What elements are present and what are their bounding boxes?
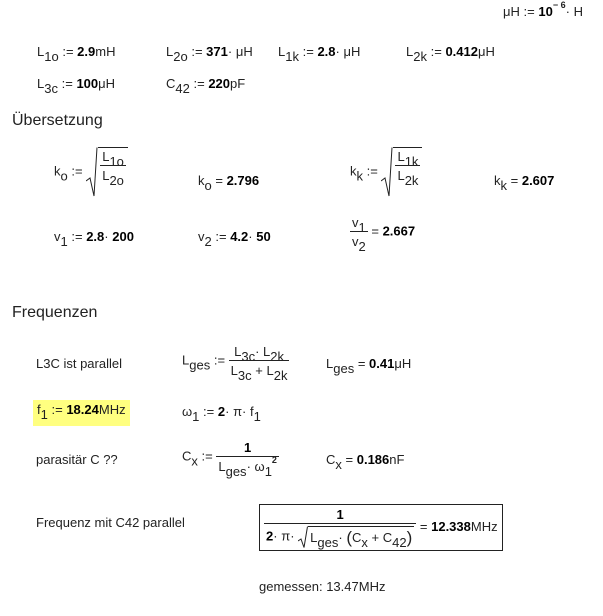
unit-definition: μH := $10^{- 6}\cdot H$ [503,0,583,19]
cx-definition: $C_x$ := $\frac{1}{L_{ges}\cdot \omega_1^2}$ [182,440,277,479]
param-c42: $C_{42}$ := 220pF [166,76,246,96]
param-l2k: $L_{2k}$ := 0.412μH [406,44,495,64]
lges-definition: $L_{ges}$ := $\frac{L_{3c}\cdot L_{2k}}{L_{3c} + L_{2k}}$ [182,344,288,383]
kk-definition: $k_k$ := $\frac{L_{1k}}{L_{2k}}$ [350,147,422,197]
cx-result: $C_x = 0.186nF$ [326,452,405,472]
param-l2o: $L_{2o}$ := 371· μH [166,44,253,64]
parasitaer-label: parasitär C ?? [36,452,118,467]
sqrt-symbol: $\frac{L_{1o}}{L_{2o}}$ [86,147,128,197]
ko-definition: $k_o$ := $\frac{L_{1o}}{L_{2o}}$ [54,147,128,197]
v2-definition: $v_2$ := 4.2· 50 [198,229,271,249]
sqrt-symbol: $L_{ges}\cdot (C_x + C_{42})$ [298,526,414,548]
f1-input-highlighted[interactable]: $f_1$ := 18.24MHz [33,400,130,426]
param-l1o: $L_{1o}$ := 2.9mH [37,44,116,64]
param-l3c: $L_{3c}$ := 100μH [37,76,116,96]
ko-result: $k_o = 2.796$ [198,173,260,193]
v-ratio: $\frac{v_1}{v_2}$ = 2.667 [352,215,416,254]
sqrt-symbol: $\frac{L_{1k}}{L_{2k}}$ [381,147,422,197]
param-l1k: $L_{1k}$ := 2.8· μH [278,44,361,64]
v1-definition: $v_1$ := 2.8· 200 [54,229,134,249]
lges-result: $L_{ges} = 0.41\mu H$ [326,356,412,376]
omega-definition: $\omega_1$ := $2\cdot \pi\cdot f_1$ [182,404,261,424]
section-heading-uebersetzung: Übersetzung [12,112,103,129]
kk-result: $k_k = 2.607$ [494,173,555,193]
section-heading-frequenzen: Frequenzen [12,304,98,321]
frequency-result-box: 1 2· π· $L_{ges}\cdot (C_x + C_{42})$ = 12.338MHz [259,504,503,551]
frequenz-c42-label: Frequenz mit C42 parallel [36,515,185,530]
l3c-parallel-label: L3C ist parallel [36,356,122,371]
measured-frequency: gemessen: 13.47MHz [259,579,386,594]
